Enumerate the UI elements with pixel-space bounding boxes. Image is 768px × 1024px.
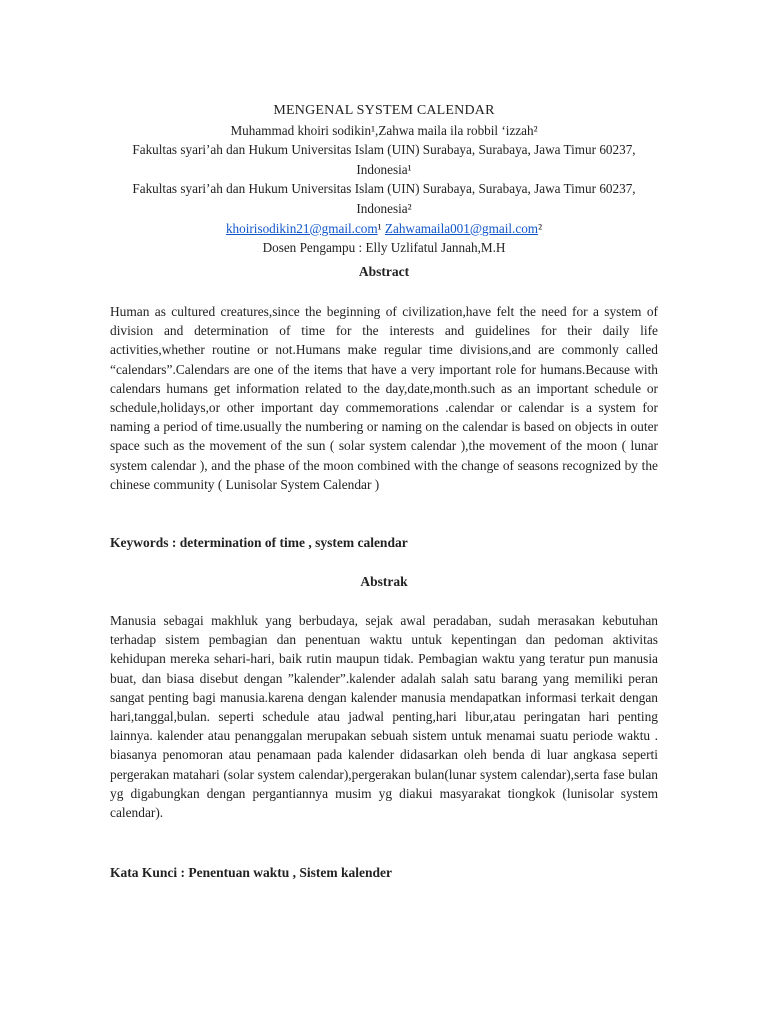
email-line xyxy=(100,219,668,239)
paper-title: MENGENAL SYSTEM CALENDAR xyxy=(273,103,495,118)
abstract-body: Human as cultured creatures,since the beginning of civilization,have felt the need for a system of division and determination of time for the interests and guidelines for their daily life activities,whether routine or not.Humans make regular time divisions,and are commonly called “calendars”.Calendars are one of the items that have a very important role for humans.Because with calendars humans get information related to the day,date,month.such as an important schedule or schedule,holidays,or other important day commemorations .calendar or calendar is a system for naming a period of time.usually the numbering or naming on the calendar is based on objects in outer space such as the movement of the sun ( solar system calendar ),the movement of the moon ( lunar system calendar ), and the phase of the moon combined with the change of seasons recognized by the chinese community ( Lunisolar System Calendar ) xyxy=(110,304,658,492)
lecturer-line: Dosen Pengampu : Elly Uzlifatul Jannah,M.H xyxy=(262,240,506,256)
paper-header xyxy=(100,101,668,258)
abstract-keywords: Keywords : determination of time , system calendar xyxy=(110,535,408,550)
email-link-2[interactable]: Zahwamaila001@gmail.com xyxy=(384,220,539,236)
email-1-superscript: ¹ xyxy=(377,220,382,236)
abstrak-keywords: Kata Kunci : Penentuan waktu , Sistem kalender xyxy=(110,865,393,880)
authors-line: Muhammad khoiri sodikin¹,Zahwa maila ila robbil ‘izzah² xyxy=(230,122,538,138)
abstract-heading: Abstract xyxy=(358,264,410,279)
affiliation-1-line-2: Indonesia¹ xyxy=(356,161,412,177)
abstrak-body: Manusia sebagai makhluk yang berbudaya, sejak awal peradaban, sudah merasakan kebutuhan terhadap sistem pembagian dan penentuan waktu untuk kepentingan dan pedoman aktivitas kehidupan mereka sehari-hari, baik rutin maupun tidak. Pembagian waktu yang teratur pun manusia buat, dan biasa disebut dengan ”kalender”.kalender adalah salah satu barang yang memiliki peran sangat penting bagi manusia.karena dengan kalender manusia mendapatkan informasi terkait dengan hari,tanggal,bulan. seperti schedule atau jadwal penting,hari libur,atau peringatan hari penting lainnya. kalender atau penanggalan merupakan sebuah sistem untuk menamai suatu periode waktu . biasanya penomoran atau penamaan pada kalender didasarkan oleh benda di luar angkasa seperti pergerakan matahari (solar system calendar),pergerakan bulan(lunar system calendar),serta fase bulan yg digabungkan dengan pergantiannya musim yg diakui masyarakat tiongkok (lunisolar system calendar). xyxy=(110,613,658,821)
abstrak-heading: Abstrak xyxy=(360,574,408,589)
email-link-1[interactable]: khoirisodikin21@gmail.com xyxy=(225,220,378,236)
email-2-superscript: ² xyxy=(538,220,543,236)
affiliation-2-line-1: Fakultas syari’ah dan Hukum Universitas Islam (UIN) Surabaya, Surabaya, Jawa Timur 60237, xyxy=(132,181,636,197)
affiliation-1-line-1: Fakultas syari’ah dan Hukum Universitas Islam (UIN) Surabaya, Surabaya, Jawa Timur 60237, xyxy=(132,142,636,158)
affiliation-2-line-2: Indonesia² xyxy=(356,200,412,216)
